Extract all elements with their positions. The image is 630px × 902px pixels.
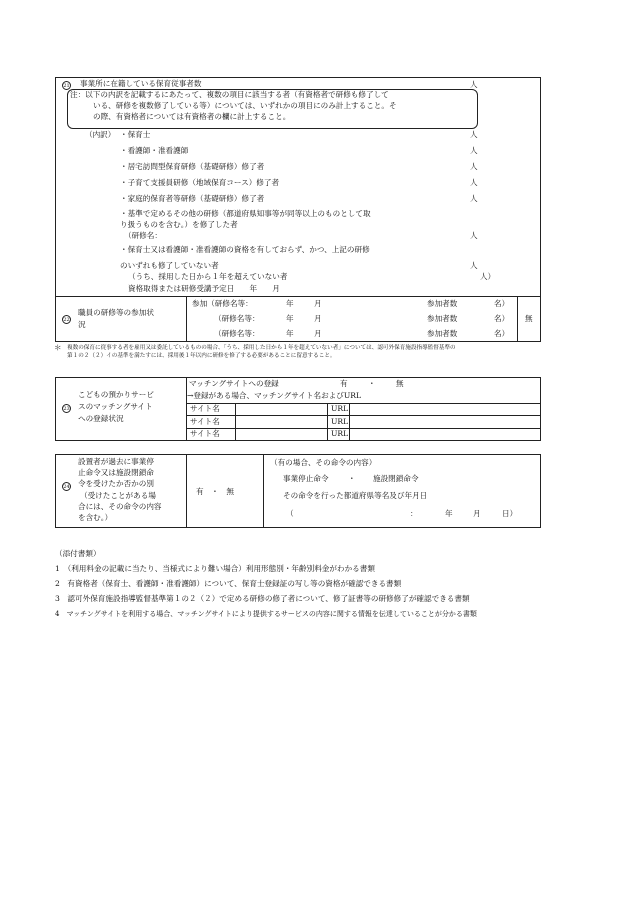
item24-label-2: 止命令又は施設閉鎖命 xyxy=(78,468,154,477)
other-training-3: （研修名： xyxy=(124,231,162,240)
registration-dot: ・ xyxy=(368,379,376,388)
registration-no: 無 xyxy=(396,379,404,388)
training-row-year: 年 xyxy=(286,314,294,323)
order-date-month: 月 xyxy=(473,509,481,518)
site-url-label: URL xyxy=(331,429,349,438)
col-divider xyxy=(186,296,187,342)
attachment-item: 1 （利用料金の記載に当たり、当様式により難い場合）利用形態別・年齢別料金がわかる書類 xyxy=(55,564,375,573)
breakdown-label: （内訳） xyxy=(85,130,116,139)
item24-label-3: 令を受けたか否かの別 xyxy=(78,479,154,488)
order-type-close: 施設閉鎖命令 xyxy=(373,474,419,483)
order-date-colon: ： xyxy=(410,509,418,518)
col-divider xyxy=(349,403,350,441)
training-row-month: 月 xyxy=(314,314,322,323)
item22-label-2: 況 xyxy=(78,320,86,329)
col-divider xyxy=(517,296,518,342)
item23-label-2: スのマッチングサイト xyxy=(78,402,153,411)
training-row-a: （研修名等： xyxy=(214,329,260,338)
order-type-suspend: 事業停止命令 xyxy=(283,474,329,483)
attachment-item: 2 有資格者（保育士、看護師・准看護師）について、保育士登録証の写し等の資格が確認できる書類 xyxy=(55,579,402,588)
order-yes-no: 有 ・ 無 xyxy=(196,487,234,496)
registration-yes: 有 xyxy=(340,379,348,388)
attachment-item: 3 認可外保育施設指導監督基準第１の２（２）で定める研修の修了者について、修了証書等の研修修了が確認できる書類 xyxy=(55,594,470,603)
row-divider xyxy=(186,403,541,404)
breakdown-row: ・居宅訪問型保育研修（基礎研修）修了者 xyxy=(120,162,265,171)
footnote-line-1: 複数の保育に従事する者を雇用又は委託しているものの場合、「うち、採用した日から１年を超えていない者」については、認可外保育施設指導監督基準の xyxy=(67,345,456,351)
breakdown-row-unit: 人 xyxy=(470,146,478,155)
training-row-unit: 名） xyxy=(494,329,510,338)
breakdown-row: ・子育て支援員研修（地域保育コース）修了者 xyxy=(120,178,280,187)
breakdown-row: ・家庭的保育者等研修（基礎研修）修了者 xyxy=(120,194,265,203)
training-row-unit: 名） xyxy=(494,299,510,308)
breakdown-row-unit: 人 xyxy=(470,162,478,171)
other-training-unit: 人 xyxy=(470,231,478,240)
training-row-a: （研修名等： xyxy=(214,314,260,323)
footnote-mark: ＊ xyxy=(54,343,62,352)
other-training-1: ・基準で定めるその他の研修（都道府県知事等が同等以上のものとして取 xyxy=(120,209,371,218)
item22-number: 22 xyxy=(63,316,70,323)
training-row-month: 月 xyxy=(314,329,322,338)
item23-number: 23 xyxy=(63,405,70,412)
other-training-2: り扱うものを含む。）を修了した者 xyxy=(120,220,238,229)
order-date-day: 日） xyxy=(502,509,518,518)
site-url-label: URL xyxy=(331,404,349,413)
registration-label: マッチングサイトへの登録 xyxy=(189,379,279,388)
training-row-year: 年 xyxy=(286,299,294,308)
breakdown-row-unit: 人 xyxy=(470,178,478,187)
note-line-3: の際、有資格者については有資格者の欄に計上すること。 xyxy=(93,112,291,121)
item24-label-1: 設置者が過去に事業停 xyxy=(78,457,154,466)
order-date-open: （ xyxy=(286,509,294,518)
note-line-2: いる、研修を複数修了している等）については、いずれかの項目にのみ計上すること。そ xyxy=(93,101,397,110)
training-row-count: 参加者数 xyxy=(427,314,458,323)
order-detail-heading: （有の場合、その命令の内容） xyxy=(270,458,377,467)
item24-label-4: （受けたことがある場 xyxy=(80,491,156,500)
attachments-heading: （添付書類） xyxy=(55,549,101,558)
row-divider xyxy=(186,415,541,416)
footnote-line-2: 第１の２（２）イの基準を満たすには、採用後１年以内に研修を修了する必要があることに留意すること。 xyxy=(67,353,336,359)
unqualified-2: のいずれも修了していない者 xyxy=(120,261,219,270)
row-divider xyxy=(55,296,541,297)
item23-label-3: への登録状況 xyxy=(78,414,124,423)
unqualified-3-unit: 人） xyxy=(480,272,496,281)
item24-label-5: 合には、その命令の内容 xyxy=(78,502,162,511)
order-date-year: 年 xyxy=(445,509,453,518)
item21-number: 21 xyxy=(63,82,70,89)
training-row-unit: 名） xyxy=(494,314,510,323)
breakdown-row-unit: 人 xyxy=(470,194,478,203)
training-row-count: 参加者数 xyxy=(427,329,458,338)
unqualified-1: ・保育士又は看護師・准看護師の資格を有しておらず、かつ、上記の研修 xyxy=(120,245,370,254)
training-row-a: 参加（研修名等： xyxy=(192,299,253,308)
col-divider xyxy=(235,403,236,441)
item21-title: 事業所に在籍している保育従事者数 xyxy=(80,79,202,88)
site-name-label: サイト名 xyxy=(190,429,220,438)
training-row-year: 年 xyxy=(286,329,294,338)
col-divider xyxy=(186,454,187,528)
breakdown-row: ・保育士 xyxy=(120,130,151,139)
note-line-1: 注：以下の内訳を記載するにあたって、複数の項目に該当する者（有資格者で研修も修了して xyxy=(70,90,389,99)
training-row-month: 月 xyxy=(314,299,322,308)
item24-number: 24 xyxy=(63,483,70,490)
breakdown-row-unit: 人 xyxy=(470,130,478,139)
col-divider xyxy=(263,454,264,528)
unqualified-unit: 人 xyxy=(470,261,478,270)
training-none: 無 xyxy=(525,314,533,323)
site-name-label: サイト名 xyxy=(190,404,220,413)
registration-note: →登録がある場合、マッチングサイト名およびURL xyxy=(187,391,362,400)
site-url-label: URL xyxy=(331,417,349,426)
item23-label-1: こどもの預かりサービ xyxy=(78,390,154,399)
col-divider xyxy=(186,377,187,441)
item22-label-1: 職員の研修等の参加状 xyxy=(78,308,154,317)
row-divider xyxy=(186,428,541,429)
attachment-item: 4 マッチングサイトを利用する場合、マッチングサイトにより提供するサービスの内容に関する情報を伝達していることが分かる書類 xyxy=(55,610,477,618)
unqualified-4: 資格取得または研修受講予定日 年 月 xyxy=(128,284,280,293)
item21-unit: 人 xyxy=(470,80,478,89)
item24-label-6: を含む。） xyxy=(78,513,113,522)
training-row-count: 参加者数 xyxy=(427,299,458,308)
site-name-label: サイト名 xyxy=(190,417,220,426)
order-authority-label: その命令を行った都道府県等名及び年月日 xyxy=(283,491,428,500)
order-type-dot: ・ xyxy=(348,474,356,483)
unqualified-3: （うち、採用した日から１年を超えていない者 xyxy=(128,272,288,281)
col-divider xyxy=(327,403,328,441)
breakdown-row: ・看護師・准看護師 xyxy=(120,146,189,155)
